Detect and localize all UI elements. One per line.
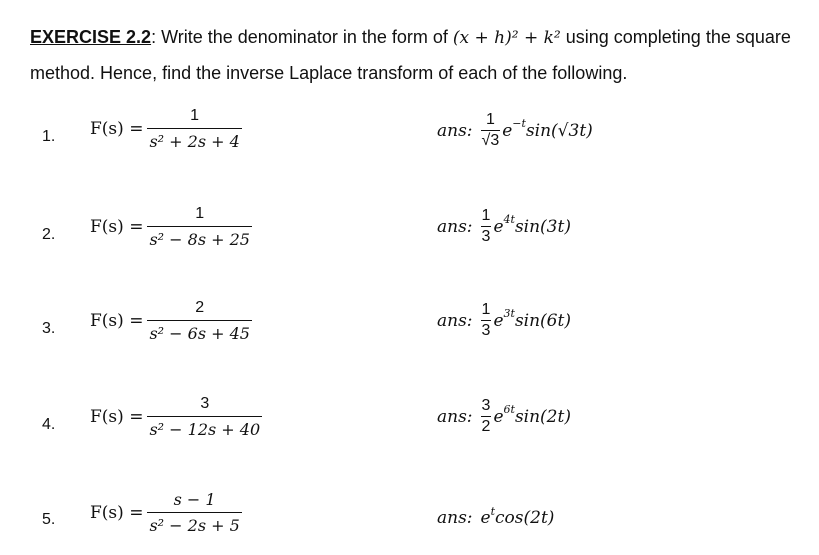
problem-row-2 — [0, 205, 819, 265]
function-label: F(s) = — [90, 119, 144, 139]
problem-number: 5. — [42, 511, 56, 528]
function-label: F(s) = — [90, 311, 144, 331]
function-label: F(s) = — [90, 502, 144, 523]
exponent: 3t — [503, 307, 515, 320]
exp-base: e — [502, 120, 513, 141]
problem-function — [90, 395, 262, 439]
problem-function — [90, 107, 242, 151]
problem-row-3 — [0, 299, 819, 359]
denominator: s² − 12s + 40 — [147, 416, 262, 439]
trig-term: sin(√3t) — [525, 120, 593, 141]
numerator: 3 — [200, 395, 210, 412]
exercise-instructions — [30, 20, 805, 91]
coefficient-numerator: 3 — [481, 397, 491, 414]
numerator: 1 — [190, 107, 200, 124]
answer-coefficient — [481, 397, 492, 436]
fraction — [147, 205, 252, 249]
fraction — [147, 490, 241, 535]
exponent: −t — [512, 117, 526, 130]
answer-coefficient — [481, 111, 501, 150]
exp-base: e — [480, 508, 491, 528]
fraction — [147, 299, 252, 343]
answer — [437, 301, 571, 340]
coefficient-numerator: 1 — [485, 111, 495, 128]
denominator: s² − 2s + 5 — [147, 512, 241, 535]
trig-term: cos(2t) — [495, 508, 555, 528]
problem-row-5 — [0, 490, 819, 550]
answer-label: ans: — [437, 406, 473, 427]
denominator: s² − 6s + 45 — [147, 320, 252, 343]
denominator: s² − 8s + 25 — [147, 226, 252, 249]
problem-function — [90, 490, 242, 535]
coefficient-denominator: √3 — [481, 132, 500, 149]
answer-label: ans: — [437, 508, 473, 528]
function-label: F(s) = — [90, 217, 144, 237]
function-label: F(s) = — [90, 407, 144, 427]
problem-function — [90, 205, 252, 249]
coefficient-denominator: 3 — [481, 322, 491, 339]
problem-row-4 — [0, 395, 819, 455]
numerator: 2 — [195, 299, 205, 316]
numerator: s − 1 — [173, 490, 216, 509]
answer-label: ans: — [437, 310, 473, 331]
trig-term: sin(3t) — [514, 216, 571, 237]
heading-colon: : — [151, 27, 157, 47]
coefficient-numerator: 1 — [481, 301, 491, 318]
fraction — [147, 107, 241, 151]
problem-row-1 — [0, 107, 819, 167]
trig-term: sin(6t) — [514, 310, 571, 331]
exercise-heading: EXERCISE 2.2 — [30, 27, 152, 47]
coefficient-numerator: 1 — [481, 207, 491, 224]
problem-number: 1. — [42, 128, 56, 145]
problem-number: 3. — [42, 320, 56, 337]
instruction-text-b: using completing the square method. Hence, find the inverse Laplace transform of each of the following. — [30, 27, 791, 83]
target-form: (x + h)² + k² — [452, 28, 561, 48]
coefficient-denominator: 2 — [481, 418, 491, 435]
answer — [437, 207, 571, 246]
instruction-text-a: Write the denominator in the form of — [156, 27, 453, 47]
problem-function — [90, 299, 252, 343]
answer — [437, 504, 555, 528]
exponent: 4t — [503, 213, 515, 226]
problem-number: 4. — [42, 416, 56, 433]
answer-coefficient — [481, 207, 492, 246]
exponent: 6t — [503, 403, 515, 416]
answer-label: ans: — [437, 216, 473, 237]
answer-coefficient — [481, 301, 492, 340]
exponent: t — [490, 504, 496, 518]
coefficient-denominator: 3 — [481, 228, 491, 245]
answer — [437, 111, 593, 150]
answer — [437, 397, 571, 436]
problem-number: 2. — [42, 226, 56, 243]
numerator: 1 — [195, 205, 205, 222]
trig-term: sin(2t) — [514, 406, 571, 427]
exp-base: e — [493, 216, 504, 237]
fraction — [147, 395, 262, 439]
denominator: s² + 2s + 4 — [147, 128, 241, 151]
exp-base: e — [493, 406, 504, 427]
exp-base: e — [493, 310, 504, 331]
answer-label: ans: — [437, 120, 473, 141]
